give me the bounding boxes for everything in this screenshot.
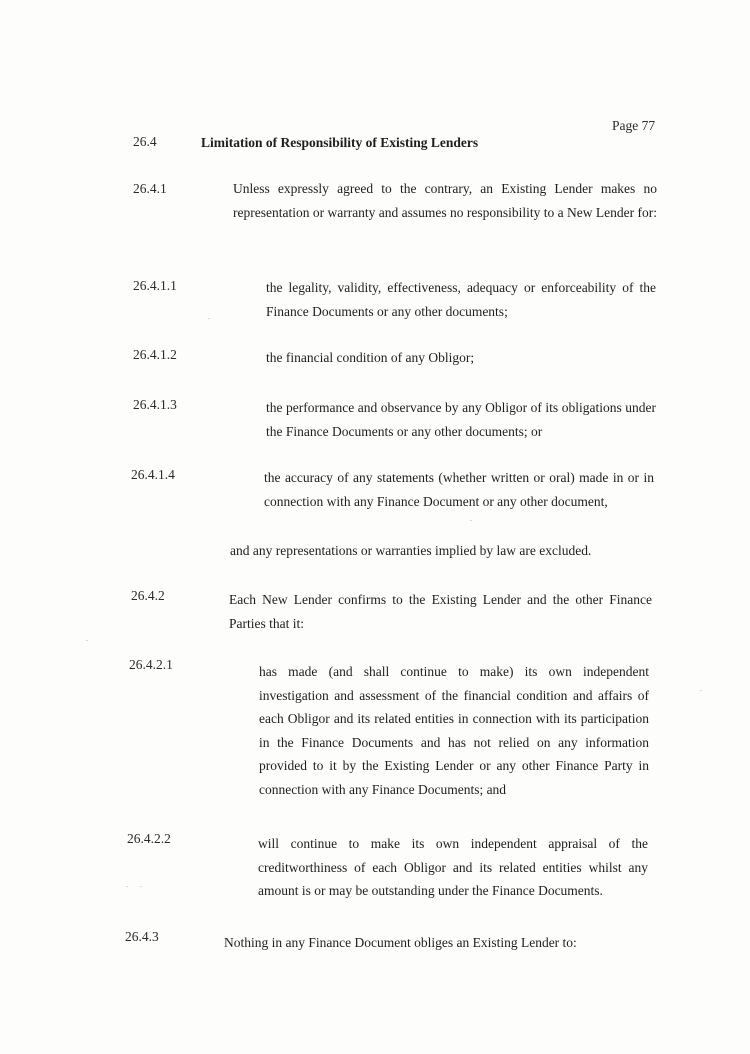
clause-text-26-4-1-2: the financial condition of any Obligor; [266, 350, 475, 365]
clause-text-26-4-1-1: the legality, validity, effectiveness, adequacy or enforceability of the Finance Documents or any other documents; [266, 280, 656, 319]
clause-text-26-4-2-1: has made (and shall continue to make) its own independent investigation and assessment of the financial condition and affairs of each Obligor and its related entities in connection with its participation in the Finance Documents and has not relied on any information provided to it by the Existing Lender or any other Finance Party in connection with any Finance Documents; and [259, 664, 649, 797]
clause-number-26-4-2-1: 26.4.2.1 [129, 657, 173, 672]
scan-speck [140, 886, 142, 887]
section-number-26-4: 26.4 [133, 134, 157, 149]
page-number: Page 77 [612, 118, 656, 133]
clause-text-26-4-1-3: the performance and observance by any Obligor of its obligations under the Finance Documents or any other documents; or [266, 400, 656, 439]
section-heading: Limitation of Responsibility of Existing Lenders [201, 135, 479, 150]
clause-number-26-4-1-3: 26.4.1.3 [133, 397, 177, 412]
clause-number-26-4-3: 26.4.3 [125, 929, 159, 944]
clause-text-26-4-1-4: the accuracy of any statements (whether written or oral) made in or in connection with any Finance Document or any other document, [264, 470, 654, 509]
scan-speck [700, 690, 702, 691]
clause-number-26-4-1: 26.4.1 [133, 181, 167, 196]
clause-number-26-4-1-2: 26.4.1.2 [133, 347, 177, 362]
scan-speck [208, 318, 210, 319]
clause-number-26-4-2: 26.4.2 [131, 588, 165, 603]
scan-speck [86, 640, 88, 641]
clause-number-26-4-1-1: 26.4.1.1 [133, 278, 177, 293]
clause-text-26-4-2: Each New Lender confirms to the Existing Lender and the other Finance Parties that it: [229, 592, 652, 631]
clause-text-26-4-2-2: will continue to make its own independent appraisal of the creditworthiness of each Obligor and its related entities whilst any amount is or may be outstanding under the Finance Documents. [258, 836, 648, 898]
clause-tail-26-4-1: and any representations or warranties implied by law are excluded. [230, 543, 592, 558]
scan-speck [470, 520, 472, 521]
clause-text-26-4-3: Nothing in any Finance Document obliges an Existing Lender to: [224, 935, 577, 950]
clause-text-26-4-1: Unless expressly agreed to the contrary, an Existing Lender makes no representation or warranty and assumes no responsibility to a New Lender for: [233, 181, 657, 220]
clause-number-26-4-2-2: 26.4.2.2 [127, 831, 171, 846]
clause-number-26-4-1-4: 26.4.1.4 [131, 467, 175, 482]
scan-speck [126, 886, 128, 887]
